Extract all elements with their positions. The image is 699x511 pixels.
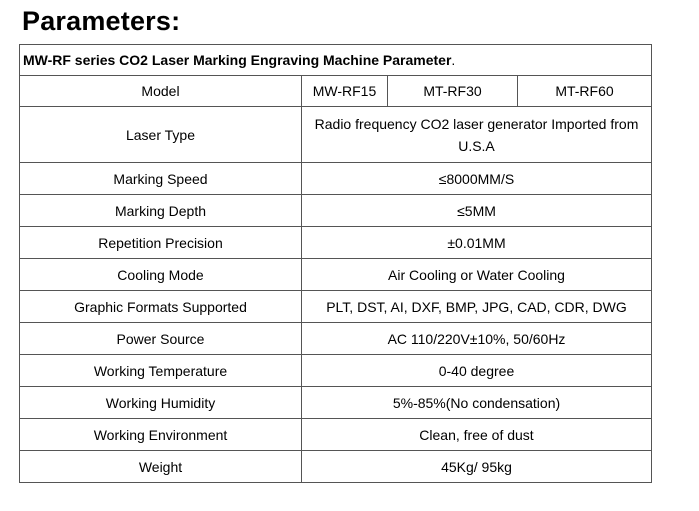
table-row <box>20 291 652 323</box>
table-row <box>20 195 652 227</box>
row-value: 45Kg/ 95kg <box>302 451 652 483</box>
table-row <box>20 163 652 195</box>
table-row <box>20 259 652 291</box>
table-row <box>20 387 652 419</box>
row-value: AC 110/220V±10%, 50/60Hz <box>302 323 652 355</box>
table-row <box>20 355 652 387</box>
row-label: Power Source <box>20 323 302 355</box>
page-heading: Parameters: <box>22 6 181 36</box>
row-value: ≤5MM <box>302 195 652 227</box>
table-row-model <box>20 76 652 107</box>
model-cell: MT-RF60 <box>518 76 652 107</box>
row-value: ≤8000MM/S <box>302 163 652 195</box>
table-caption-row <box>20 45 652 76</box>
row-label: Repetition Precision <box>20 227 302 259</box>
row-label: Marking Depth <box>20 195 302 227</box>
table-row <box>20 419 652 451</box>
row-label: Graphic Formats Supported <box>20 291 302 323</box>
row-value: 5%-85%(No condensation) <box>302 387 652 419</box>
parameters-table <box>19 44 652 483</box>
row-label: Marking Speed <box>20 163 302 195</box>
table-row <box>20 227 652 259</box>
row-value: PLT, DST, AI, DXF, BMP, JPG, CAD, CDR, DWG <box>302 291 652 323</box>
row-label: Weight <box>20 451 302 483</box>
table-caption <box>20 45 652 76</box>
row-value: Radio frequency CO2 laser generator Imported from U.S.A <box>302 107 652 163</box>
row-label: Working Temperature <box>20 355 302 387</box>
table-caption-period: . <box>451 52 456 68</box>
table-row <box>20 107 652 163</box>
row-value: Clean, free of dust <box>302 419 652 451</box>
row-label: Laser Type <box>20 107 302 163</box>
row-label: Working Environment <box>20 419 302 451</box>
table-caption-text: MW-RF series CO2 Laser Marking Engraving Machine Parameter <box>23 52 452 68</box>
table-row <box>20 323 652 355</box>
row-value: Air Cooling or Water Cooling <box>302 259 652 291</box>
row-label: Model <box>20 76 302 107</box>
row-label: Working Humidity <box>20 387 302 419</box>
model-cell: MW-RF15 <box>302 76 388 107</box>
table-row <box>20 451 652 483</box>
model-cell: MT-RF30 <box>388 76 518 107</box>
row-value: 0-40 degree <box>302 355 652 387</box>
row-label: Cooling Mode <box>20 259 302 291</box>
row-value: ±0.01MM <box>302 227 652 259</box>
